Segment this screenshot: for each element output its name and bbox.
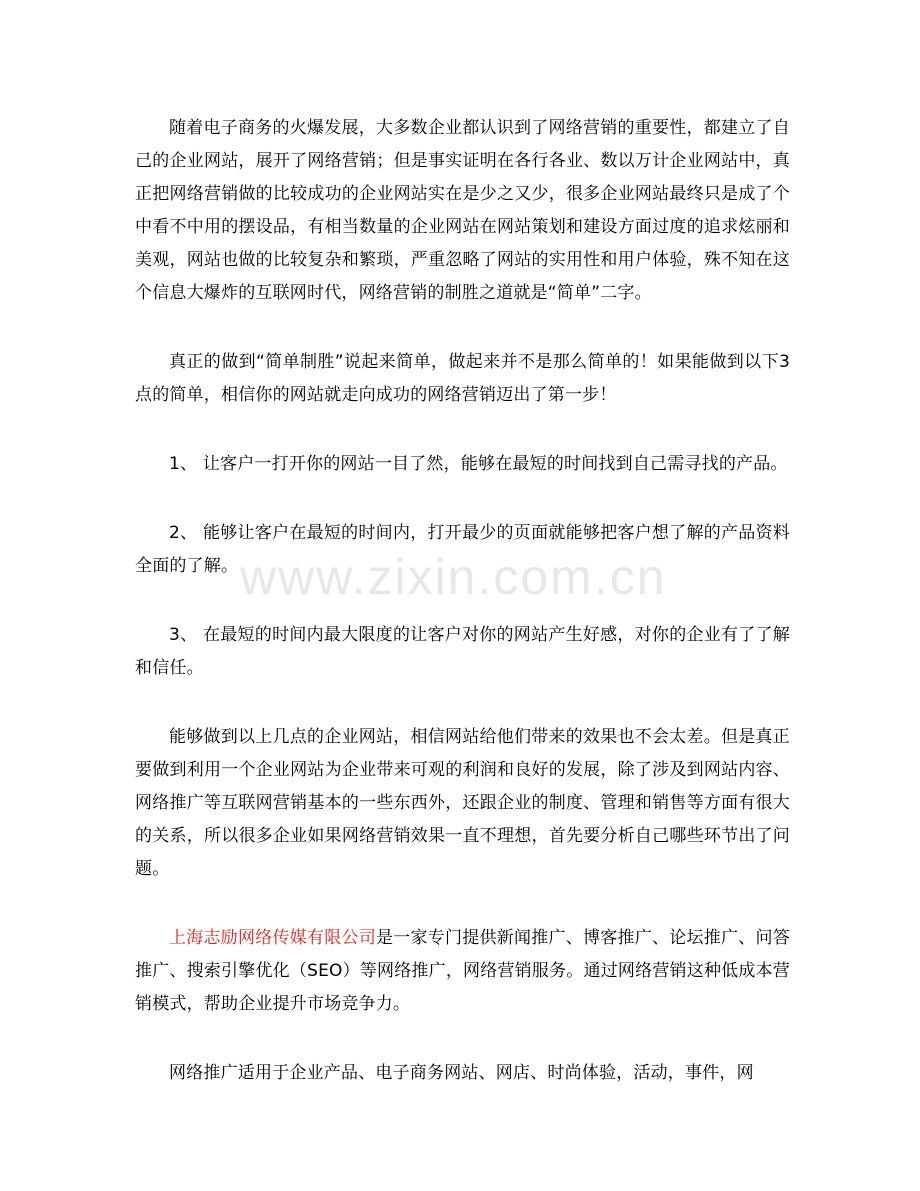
document-body	[135, 112, 790, 1126]
list-item: 1、 让客户一打开你的网站一目了然，能够在最短的时间找到自己需寻找的产品。	[169, 454, 788, 474]
simple-wins-paragraph: 真正的做到“简单制胜”说起来简单，做起来并不是那么简单的！如果能做到以下3点的简单，相信你的网站就走向成功的网络营销迈出了第一步！	[135, 352, 790, 405]
list-item: 2、 能够让客户在最短的时间内，打开最少的页面就能够把客户想了解的产品资料全面的了解。	[135, 523, 790, 576]
company-description: 是一家专门提供新闻推广、博客推广、论坛推广、问答推广、搜索引擎优化（SEO）等网络推广，网络营销服务。通过网络营销这种低成本营销模式，帮助企业提升市场竞争力。	[135, 928, 790, 1014]
company-paragraph	[135, 922, 790, 1021]
summary-paragraph: 能够做到以上几点的企业网站，相信网站给他们带来的效果也不会太差。但是真正要做到利用一个企业网站为企业带来可观的利润和良好的发展，除了涉及到网站内容、网络推广等互联网营销基本的一些东西外，还跟企业的制度、管理和销售等方面有很大的关系，所以很多企业如果网络营销效果一直不理想，首先要分析自己哪些环节出了问题。	[135, 727, 790, 879]
intro-paragraph: 随着电子商务的火爆发展，大多数企业都认识到了网络营销的重要性，都建立了自己的企业网站，展开了网络营销；但是事实证明在各行各业、数以万计企业网站中，真正把网络营销做的比较成功的企业网站实在是少之又少，很多企业网站最终只是成了个中看不中用的摆设品，有相当数量的企业网站在网站策划和建设方面过度的追求炫丽和美观，网站也做的比较复杂和繁琐，严重忽略了网站的实用性和用户体验，殊不知在这个信息大爆炸的互联网时代，网络营销的制胜之道就是“简单”二字。	[135, 118, 790, 303]
watermark: www.zixin.com.cn	[240, 549, 667, 605]
final-paragraph: 网络推广适用于企业产品、电子商务网站、网店、时尚体验，活动，事件，网	[169, 1063, 754, 1083]
list-item: 3、 在最短的时间内最大限度的让客户对你的网站产生好感，对你的企业有了了解和信任。	[135, 625, 790, 678]
company-name-link[interactable]: 上海志励网络传媒有限公司	[169, 928, 377, 948]
